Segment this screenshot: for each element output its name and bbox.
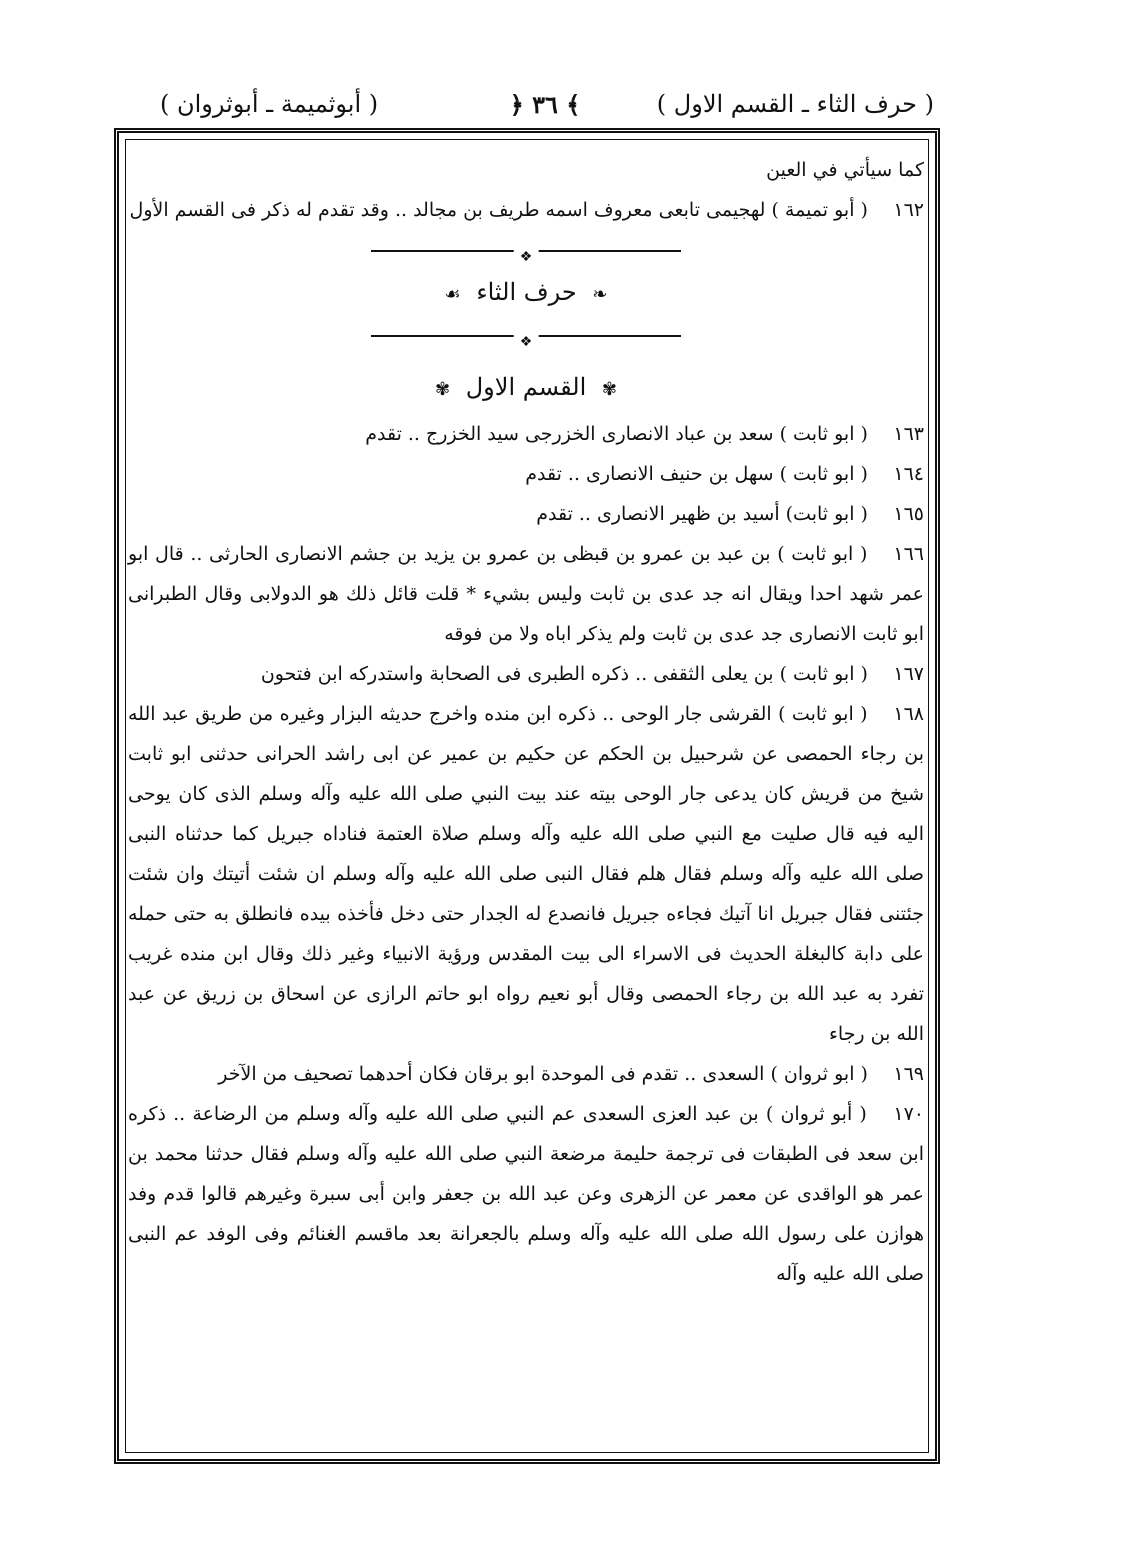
entry-number: ١٦٨	[893, 703, 924, 725]
entry-text: ( أبو تميمة ) لهجيمى تابعى معروف اسمه طريف بن مجالد .. وقد تقدم له ذكر فى القسم الأول	[129, 199, 868, 221]
header-entry-range: ( أبوثميمة ـ أبوثروان )	[160, 90, 379, 118]
ornament-icon: ☙	[444, 284, 461, 305]
entry-169	[128, 1054, 924, 1094]
entry-text: ( ابو ثابت) أسيد بن ظهير الانصارى .. تقدم	[536, 503, 868, 525]
subsection-heading	[128, 367, 924, 410]
entry-number: ١٦٦	[893, 543, 924, 565]
header-section-title: ( حرف الثاء ـ القسم الاول )	[656, 90, 934, 118]
entry-text: ( ابو ثابت ) سهل بن حنيف الانصارى .. تقدم	[525, 463, 868, 485]
ornament-icon: ✾	[435, 379, 451, 400]
page-number: ﴿ ٣٦ ﴾	[509, 90, 581, 119]
entry-170	[128, 1094, 924, 1294]
entry-text: ( ابو ثابت ) سعد بن عباد الانصارى الخزرجى سيد الخزرج .. تقدم	[365, 423, 868, 445]
entry-text: ( ابو ثروان ) السعدى .. تقدم فى الموحدة ابو برقان فكان أحدهما تصحيف من الآخر	[218, 1063, 868, 1085]
entry-text: ( ابو ثابت ) بن عبد بن عمرو بن قبظى بن عمرو بن يزيد بن جشم الانصارى الحارثى .. قال ابو عمر شهد احدا ويقال انه جد عدى بن ثابت وليس بشيء * قلت قائل ذلك هو الدولابى وقال الطبرانى ابو ثابت الانصارى جد عدى بن ثابت ولم يذكر اباه ولا من فوقه	[128, 543, 924, 645]
entry-text: ( ابو ثابت ) القرشى جار الوحى .. ذكره ابن منده واخرج حديثه البزار وغيره من طريق عبد الله بن رجاء الحمصى عن شرحبيل بن الحكم عن حكيم بن عمير عن ابى راشد الحرانى حدثنى ابو ثابت شيخ من قريش كان يدعى جار الوحى بيته عند بيت النبي صلى الله عليه وآله وسلم الذى كان يوحى اليه فيه قال صليت مع النبي صلى الله عليه وآله وسلم صلاة العتمة فناداه جبريل كما حدثناه النبى صلى الله عليه وآله وسلم فقال هلم فقال النبى صلى الله عليه وآله وسلم ان شئت أتيتك وان شئت جئتنى فقال جبريل انا آتيك فجاءه جبريل فانصدع له الجدار حتى دخل فأخذه بيده فانطلق به حتى حمله على دابة كالبغلة الحديث فى الاسراء الى بيت المقدس ورؤية الانبياء وغير ذلك وقال ابن منده غريب تفرد به عبد الله بن رجاء الحمصى وقال أبو نعيم رواه ابو حاتم الرازى عن اسحاق بن زريق عن عبد الله بن رجاء	[128, 703, 924, 1045]
entry-163	[128, 414, 924, 454]
entry-text: ( ابو ثابت ) بن يعلى الثقفى .. ذكره الطبرى فى الصحابة واستدركه ابن فتحون	[260, 663, 868, 685]
entry-166	[128, 534, 924, 654]
entry-number: ١٦٩	[893, 1063, 924, 1085]
entry-162	[128, 190, 924, 230]
entry-167	[128, 654, 924, 694]
subsection-title: القسم الاول	[465, 373, 587, 401]
entry-text: ( أبو ثروان ) بن عبد العزى السعدى عم النبي صلى الله عليه وآله وسلم من الرضاعة .. ذكره ابن سعد فى الطبقات فى ترجمة حليمة مرضعة النبي صلى الله عليه وآله وسلم فقال حدثنا محمد بن عمر هو الواقدى عن معمر عن الزهرى وعن عبد الله بن جعفر وابن أبى سبرة وغيرهم قالوا قدم وفد هوازن على رسول الله صلى الله عليه وآله وسلم بالجعرانة بعد ماقسم الغنائم وفى الوفد عم النبى صلى الله عليه وآله	[128, 1103, 924, 1285]
entry-number: ١٧٠	[893, 1103, 924, 1125]
ornamental-divider	[371, 244, 681, 258]
entry-number: ١٦٣	[893, 423, 924, 445]
entry-number: ١٦٤	[893, 463, 924, 485]
section-heading	[128, 272, 924, 315]
entry-number: ١٦٥	[893, 503, 924, 525]
section-title: حرف الثاء	[476, 278, 577, 306]
entry-168	[128, 694, 924, 1054]
page-body	[128, 150, 924, 1294]
entry-number: ١٦٢	[893, 199, 924, 221]
entry-165	[128, 494, 924, 534]
ornamental-divider	[371, 329, 681, 343]
ornament-icon: ✾	[601, 379, 617, 400]
entry-164	[128, 454, 924, 494]
intro-line: كما سيأتي في العين	[766, 159, 924, 181]
entry-number: ١٦٧	[893, 663, 924, 685]
ornament-icon: ❧	[592, 284, 608, 305]
